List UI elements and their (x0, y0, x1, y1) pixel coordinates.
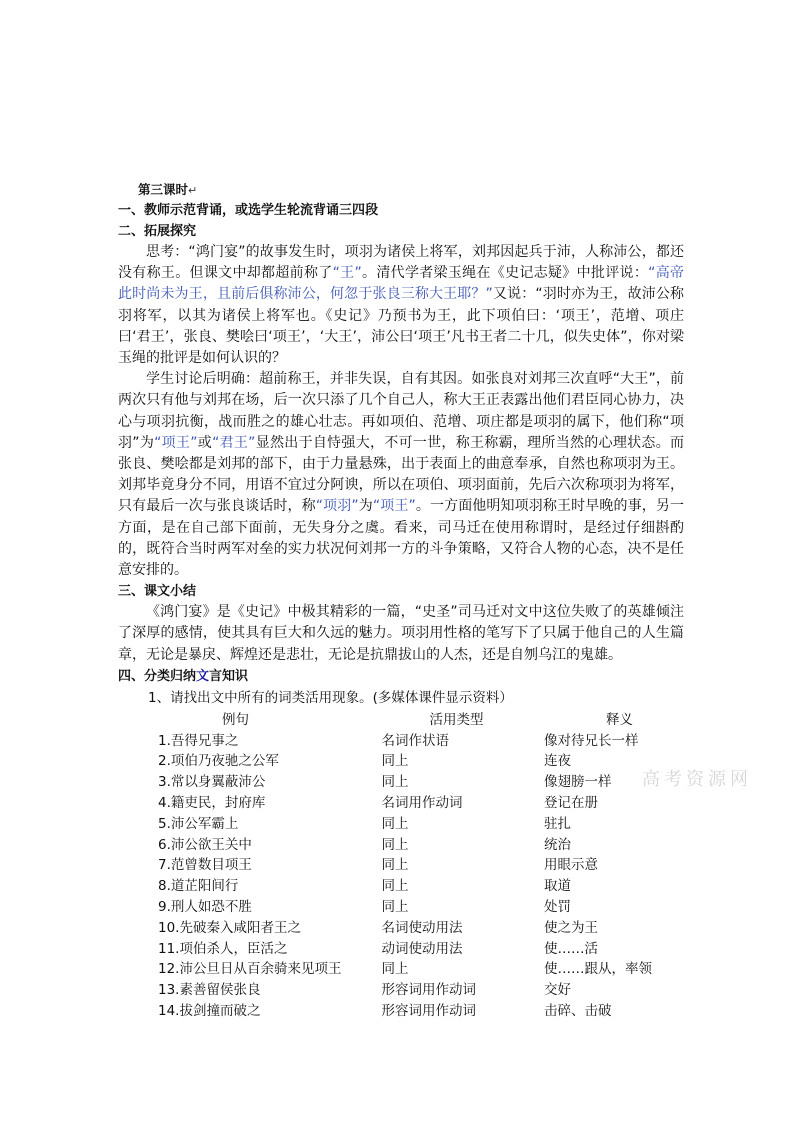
example-cell: 9.刑人如恐不胜 (158, 899, 252, 916)
section1-prefix: 一、教师示范背诵，或选学 (118, 203, 275, 218)
example-cell: 12.沛公旦日从百余骑来见项王 (158, 961, 342, 978)
table-row (118, 751, 684, 772)
example-cell: 3.常以身翼蔽沛公 (158, 774, 266, 791)
meaning-cell: 统治 (543, 836, 571, 853)
table-row (118, 772, 684, 793)
section1-heading (118, 200, 684, 221)
section1-middle: 轮流背诵三 (287, 203, 353, 218)
table-row (118, 835, 684, 856)
think-text-3: 又说：“羽时亦为王，故沛公称羽将军，以其为诸侯上将军也。《史记》乃预书为王，此下项伯曰：‘项王’，范增、项庄曰‘君王’，张良、樊哙曰‘项王’，‘大王’，沛公曰‘项王’凡书王者二十几，似失史体”，你对梁玉绳的批评是如何认识的？ (118, 286, 684, 367)
example-cell: 10.先破秦入咸阳者王之 (158, 919, 301, 936)
table-row (118, 793, 684, 814)
document-body (118, 180, 684, 1022)
discussion-paragraph (118, 369, 684, 581)
meaning-cell: 使之为王 (543, 919, 598, 936)
meaning-cell: 用眼示意 (543, 857, 598, 874)
table-header-row (118, 710, 684, 731)
usage-type-cell: 动词使动用法 (381, 940, 463, 957)
example-cell: 14.拔剑撞而破之 (158, 1003, 261, 1020)
quote-xiangwang-2: “项王” (372, 498, 416, 515)
usage-type-cell: 名词用作动词 (381, 795, 463, 812)
quote-junwang: “君王” (212, 434, 256, 451)
lesson-title-text: 第三课时 (138, 182, 189, 197)
example-cell: 7.范曾数目项王 (158, 857, 252, 874)
discussion-text-1: 学生讨论后明确：超前称王，并非失误，自有其因。如张良对刘邦三次直呼“大王”，前两次只有他与刘邦在场，后一次只添了几个自己人，称大王正表露出他们君臣同心协力，决心与项羽抗衡，战而胜之的雄心壮志。再如项伯、范增、项庄都是项羽的属下，他们称“项羽”为 (118, 371, 684, 451)
example-cell: 11.项伯杀人，臣活之 (158, 940, 288, 957)
example-cell: 8.道芷阳间行 (158, 878, 239, 895)
quote-liang: “高帝此时尚未为王，且前后俱称沛公，何忽于张良三称大王耶？” (118, 265, 685, 303)
think-paragraph (118, 242, 684, 369)
example-cell: 6.沛公欲王关中 (158, 836, 252, 853)
section3-heading: 三、课文小结 (118, 584, 197, 600)
meaning-cell: 交好 (543, 982, 571, 999)
discussion-text-2: 或 (197, 434, 213, 451)
quote-xiangwang-1: “项王” (154, 434, 198, 451)
word-usage-table-body (118, 710, 684, 1022)
table-row (118, 918, 684, 939)
table-row (118, 897, 684, 918)
table-row (118, 814, 684, 835)
discussion-text-4: 为 (358, 498, 373, 515)
watermark: 高考资源网 (642, 769, 752, 790)
table-row (118, 939, 684, 960)
example-cell: 4.籍吏民，封府库 (158, 795, 266, 812)
section1-highlight2: 四 (352, 203, 366, 218)
usage-type-cell: 同上 (381, 899, 409, 916)
meaning-cell: 驻扎 (543, 815, 571, 832)
usage-type-cell: 同上 (381, 774, 409, 791)
usage-type-cell: 同上 (381, 836, 409, 853)
section4-heading (118, 666, 684, 687)
think-text-2: 。清代学者梁玉绳在《史记志疑》中批评说： (361, 265, 649, 282)
meaning-cell: 像翅膀一样 (543, 774, 612, 791)
meaning-cell: 像对待兄长一样 (543, 732, 639, 749)
lesson-title (138, 180, 684, 200)
discussion-text-5: 。一方面他明知项羽称王时早晚的事，另一方面，是在自己部下面前，无失身分之虞。看来，司马迁在使用称谓时，是经过仔细斟酌的，既符合当时两军对垒的实力状况何刘邦一方的斗争策略，又符合人物的心态，决不是任意安排的。 (118, 498, 685, 579)
header-example: 例句 (222, 711, 249, 728)
example-cell: 1.吾得兄事之 (158, 732, 239, 749)
table-row (118, 959, 684, 980)
usage-type-cell: 同上 (381, 753, 409, 770)
meaning-cell: 取道 (543, 878, 571, 895)
section1-highlight: 生 (274, 203, 288, 218)
table-row (118, 855, 684, 876)
meaning-cell: 处罚 (543, 899, 571, 916)
section1-suffix: 段 (365, 203, 379, 218)
usage-type-cell: 同上 (381, 857, 409, 874)
table-row (118, 731, 684, 752)
header-usage-type: 活用类型 (429, 711, 484, 728)
summary-paragraph: 《鸿门宴》是《史记》中极其精彩的一篇，“史圣”司马迁对文中这位失败了的英雄倾注了深厚的感情，使其具有巨大和久远的魅力。项羽用性格的笔写下了只属于他自己的人生篇章，无论是暴戾、辉煌还是悲壮，无论是抗鼎拔山的人杰，还是自刎乌江的鬼雄。 (118, 604, 684, 663)
example-cell: 2.项伯乃夜驰之公军 (158, 753, 279, 770)
quote-wang: “王” (332, 265, 362, 282)
meaning-cell: 登记在册 (543, 795, 598, 812)
table-row (118, 980, 684, 1001)
usage-type-cell: 名词使动用法 (381, 919, 463, 936)
example-cell: 5.沛公军霸上 (158, 815, 239, 832)
table-row (118, 1001, 684, 1022)
usage-type-cell: 形容词用作动词 (381, 982, 476, 999)
quote-xiangyu: “项羽” (315, 498, 359, 515)
meaning-cell: 使……跟从，率领 (543, 961, 652, 978)
section4-prefix: 四、分类归纳 (118, 668, 197, 684)
usage-type-cell: 同上 (381, 961, 409, 978)
usage-type-cell: 同上 (381, 815, 409, 832)
usage-type-cell: 同上 (381, 878, 409, 895)
think-text-1: 思考：“鸿门宴”的故事发生时，项羽为诸侯上将军，刘邦因起兵于沛，人称沛公，都还没有称王。但课文中却都超前称了 (118, 244, 684, 282)
section4-blue: 文 (196, 668, 210, 684)
meaning-cell: 击碎、击破 (543, 1003, 612, 1020)
return-mark: ↵ (188, 184, 198, 197)
example-cell: 13.素善留侯张良 (158, 982, 261, 999)
header-meaning: 释义 (605, 711, 633, 728)
section2-heading: 二、拓展探究 (118, 224, 197, 239)
table-row (118, 876, 684, 897)
meaning-cell: 连夜 (543, 753, 571, 770)
meaning-cell: 使……活 (543, 940, 598, 957)
usage-type-cell: 名词作状语 (381, 732, 449, 749)
section4-suffix: 言知识 (209, 668, 249, 684)
discussion-text-3: 显然出于自恃强大，不可一世，称王称霸，理所当然的心理状态。而张良、樊哙都是刘邦的部下，由于力量悬殊，出于表面上的曲意奉承，自然也称项羽为王。刘邦毕竟身分不同，用语不宜过分阿谀，所以在项伯、项羽面前，先后六次称项羽为将军，只有最后一次与张良谈话时，称 (118, 434, 684, 515)
word-usage-instruction: 1、请找出文中所有的词类活用现象。(多媒体课件显示资料） (148, 689, 513, 706)
usage-type-cell: 形容词用作动词 (381, 1003, 476, 1020)
word-usage-table (118, 710, 684, 1022)
